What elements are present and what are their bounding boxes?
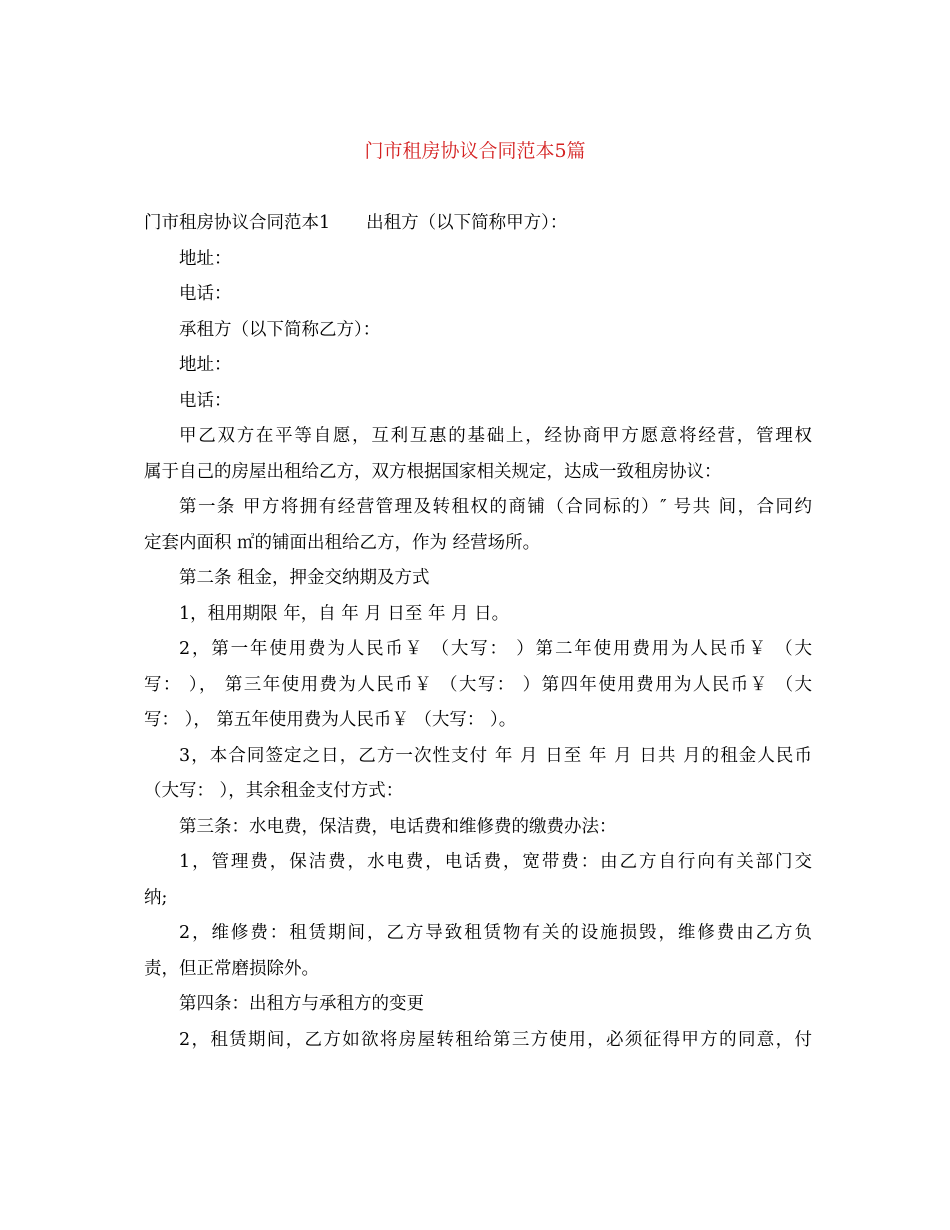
body-line: 2，第一年使用费为人民币￥ （大写： ）第二年使用费用为人民币￥ （大 xyxy=(179,639,812,659)
body-line: 2，租赁期间，乙方如欲将房屋转租给第三方使用，必须征得甲方的同意，付 xyxy=(179,1029,812,1050)
body-line: 纳; xyxy=(144,887,168,908)
heading-right: 出租方（以下简称甲方）： xyxy=(366,213,568,233)
body-line: 电话： xyxy=(179,284,232,304)
document-title: 门市租房协议合同范本5篇 xyxy=(364,140,586,162)
body-line: 属于自己的房屋出租给乙方，双方根据国家相关规定，达成一致租房协议： xyxy=(144,461,722,482)
body-line: 3，本合同签定之日，乙方一次性支付 年 月 日至 年 月 日共 月的租金人民币 xyxy=(179,745,812,766)
body-line: 第二条 租金，押金交纳期及方式 xyxy=(179,568,430,588)
body-line: 1，管理费，保洁费，水电费，电话费，宽带费：由乙方自行向有关部门交 xyxy=(179,852,812,872)
body-line: 写： ）， 第三年使用费为人民币￥ （大写： ）第四年使用费用为人民币￥ （大 xyxy=(144,674,812,695)
body-line: 第三条：水电费，保洁费，电话费和维修费的缴费办法： xyxy=(179,816,617,837)
body-line: 第四条：出租方与承租方的变更 xyxy=(179,994,424,1014)
body-line: 1，租用期限 年，自 年 月 日至 年 月 日。 xyxy=(179,603,510,624)
body-line: 地址： xyxy=(179,355,232,375)
body-line: 第一条 甲方将拥有经营管理及转租权的商铺（合同标的）″ 号共 间，合同约 xyxy=(179,497,812,517)
body-line: 2，维修费：租赁期间，乙方导致租赁物有关的设施损毁，维修费由乙方负 xyxy=(179,923,812,943)
body-line: 定套内面积 ㎡的铺面出租给乙方，作为 经营场所。 xyxy=(144,532,541,553)
document-body xyxy=(144,206,812,1058)
body-line: 责，但正常磨损除外。 xyxy=(144,958,319,979)
body-line: 电话： xyxy=(179,390,232,411)
heading-left: 门市租房协议合同范本1 xyxy=(144,213,331,233)
body-line: 甲乙双方在平等自愿，互利互惠的基础上，经协商甲方愿意将经营，管理权 xyxy=(179,426,812,446)
body-line: 写： ）， 第五年使用费为人民币￥ （大写： ）。 xyxy=(144,710,517,730)
body-line: （大写： ），其余租金支付方式： xyxy=(144,781,404,801)
heading-line xyxy=(144,206,812,242)
body-line: 地址： xyxy=(179,248,232,269)
body-line: 承租方（以下简称乙方）： xyxy=(179,319,381,340)
